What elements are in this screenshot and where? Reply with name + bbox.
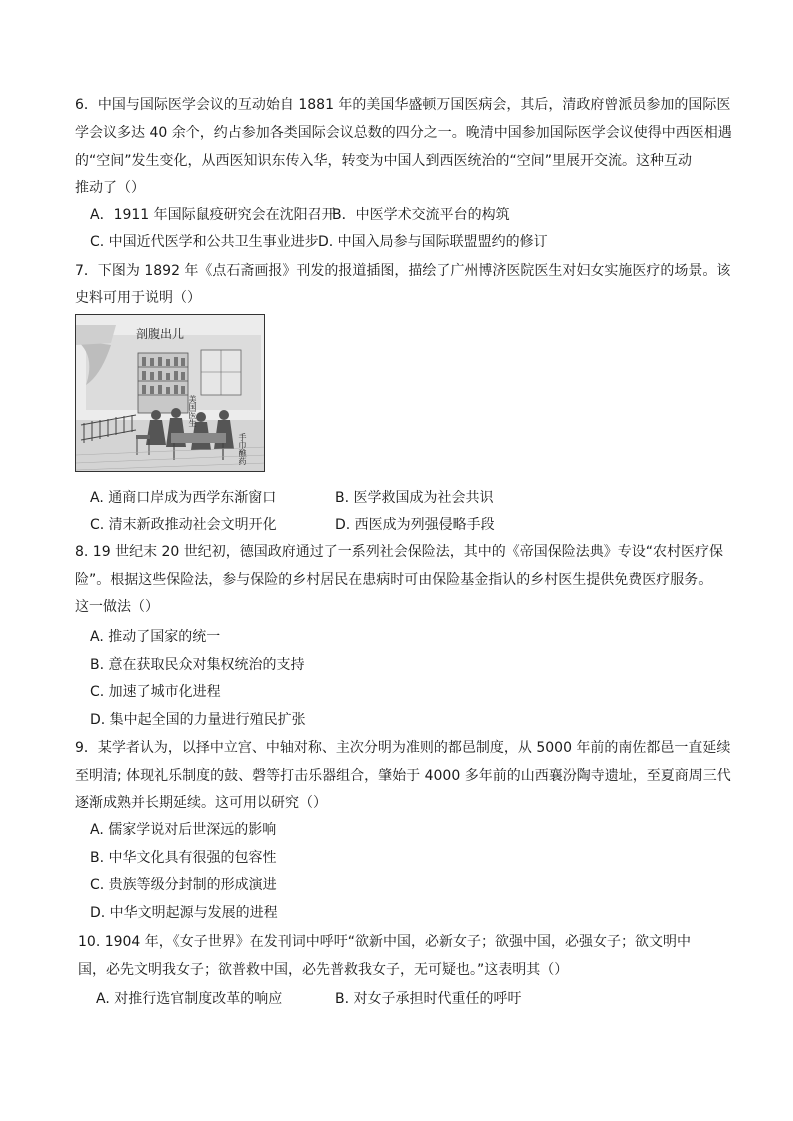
q8-stem-line-1: 8. 19 世纪末 20 世纪初，德国政府通过了一系列社会保险法，其中的《帝国保险法典》专设“农村医疗保: [75, 544, 724, 560]
q10-stem-line-2: 国，必先文明我女子；欲普救中国，必先普救我女子，无可疑也。”这表明其（）: [78, 962, 569, 978]
q7-illustration: [75, 314, 265, 472]
q6-stem-line-2: 学会议多达 40 余个，约占参加各类国际会议总数的四分之一。晚清中国参加国际医学会议使得中西医相遇: [75, 125, 732, 141]
q9-option-c[interactable]: C. 贵族等级分封制的形成演进: [90, 877, 277, 893]
q7-illustration-title: 剖腹出儿: [136, 327, 185, 341]
q7-illustration-label-doctor: 美国医生: [188, 395, 197, 427]
q6-option-b[interactable]: B．中医学术交流平台的构筑: [332, 207, 510, 223]
q7-option-c[interactable]: C. 清末新政推动社会文明开化: [90, 517, 277, 533]
q9-stem-line-2: 至明清; 体现礼乐制度的鼓、磬等打击乐器组合，肇始于 4000 多年前的山西襄汾陶寺遗址，至夏商周三代: [75, 768, 731, 784]
q8-option-c[interactable]: C. 加速了城市化进程: [90, 684, 221, 700]
q7-stem-line-1: 7．下图为 1892 年《点石斋画报》刊发的报道插图，描绘了广州博济医院医生对妇女实施医疗的场景。该: [75, 263, 731, 279]
q8-option-d[interactable]: D. 集中起全国的力量进行殖民扩张: [90, 712, 306, 728]
q10-option-a[interactable]: A. 对推行选官制度改革的响应: [96, 991, 283, 1007]
q8-option-b[interactable]: B. 意在获取民众对集权统治的支持: [90, 657, 305, 673]
q6-stem-line-4: 推动了（）: [75, 180, 145, 196]
q7-stem-line-2: 史料可用于说明（）: [75, 290, 201, 306]
q9-stem-line-1: 9．某学者认为，以择中立宫、中轴对称、主次分明为准则的都邑制度，从 5000 年前的南佐都邑一直延续: [75, 740, 731, 756]
q10-stem-line-1: 10. 1904 年，《女子世界》在发刊词中呼吁“欲新中国，必新女子；欲强中国，必强女子；欲文明中: [78, 934, 692, 950]
q6-option-d[interactable]: D. 中国入局参与国际联盟盟约的修订: [318, 234, 548, 250]
q8-option-a[interactable]: A. 推动了国家的统一: [90, 629, 221, 645]
q8-stem-line-3: 这一做法（）: [75, 599, 159, 615]
q6-option-a[interactable]: A．1911 年国际鼠疫研究会在沈阳召开: [90, 207, 336, 223]
q7-illustration-label-towel: 手巾醮药: [238, 433, 247, 465]
q7-option-b[interactable]: B. 医学救国成为社会共识: [335, 490, 494, 506]
q9-stem-line-3: 逐渐成熟并长期延续。这可用以研究（）: [75, 795, 327, 811]
q9-option-d[interactable]: D. 中华文明起源与发展的进程: [90, 905, 278, 921]
q9-option-a[interactable]: A. 儒家学说对后世深远的影响: [90, 822, 277, 838]
q10-option-b[interactable]: B. 对女子承担时代重任的呼吁: [335, 991, 522, 1007]
q6-option-c[interactable]: C. 中国近代医学和公共卫生事业进步: [90, 234, 319, 250]
q7-option-a[interactable]: A. 通商口岸成为西学东渐窗口: [90, 490, 277, 506]
q6-stem-line-3: 的“空间”发生变化，从西医知识东传入华，转变为中国人到西医统治的“空间”里展开交流。这种互动: [75, 153, 693, 169]
q7-option-d[interactable]: D. 西医成为列强侵略手段: [335, 517, 495, 533]
q8-stem-line-2: 险”。根据这些保险法，参与保险的乡村居民在患病时可由保险基金指认的乡村医生提供免费医疗服务。: [75, 572, 713, 588]
q6-stem-line-1: 6．中国与国际医学会议的互动始自 1881 年的美国华盛顿万国医病会，其后，清政府曾派员参加的国际医: [75, 97, 731, 113]
q9-option-b[interactable]: B. 中华文化具有很强的包容性: [90, 850, 277, 866]
